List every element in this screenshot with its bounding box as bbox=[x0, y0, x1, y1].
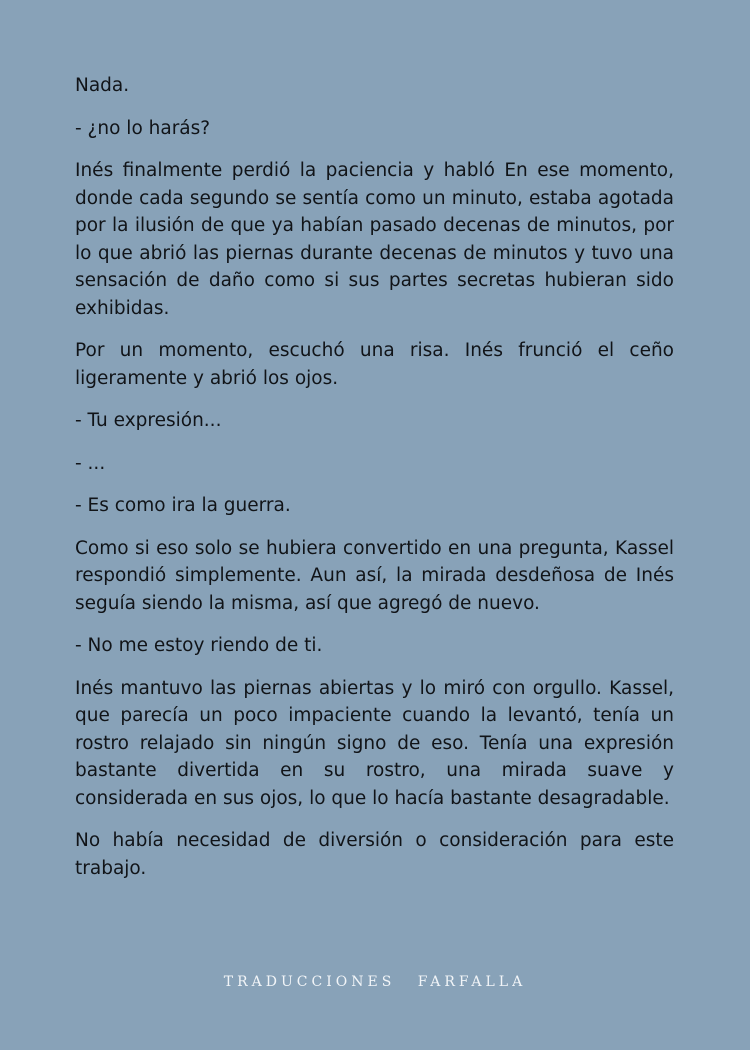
paragraph-10: Inés mantuvo las piernas abiertas y lo miró con orgullo. Kassel, que parecía un poco impaciente cuando la levantó, tenía un rostro relajado sin ningún signo de eso. Tenía una expresión bastante divertida en su rostro, una mirada suave y considerada en sus ojos, lo que lo hacía bastante desagradable. bbox=[75, 677, 674, 809]
paragraph-5: - Tu expresión... bbox=[75, 410, 222, 431]
footer-credit: TRADUCCIONES FARFALLA bbox=[223, 974, 527, 990]
paragraph-2: - ¿no lo harás? bbox=[75, 117, 211, 139]
paragraph-9: - No me estoy riendo de ti. bbox=[75, 635, 323, 656]
paragraph-1: Nada. bbox=[75, 75, 130, 96]
paragraph-8: Como si eso solo se hubiera convertido en una pregunta, Kassel respondió simplemente. Aun así, la mirada desdeñosa de Inés seguía siendo la misma, así que agregó de nuevo. bbox=[75, 537, 674, 614]
paragraph-6: - ... bbox=[75, 452, 106, 474]
paragraph-4: Por un momento, escuchó una risa. Inés frunció el ceño ligeramente y abrió los ojos. bbox=[75, 340, 674, 389]
document-body bbox=[75, 72, 674, 897]
paragraph-3: Inés finalmente perdió la paciencia y habló En ese momento, donde cada segundo se sentía como un minuto, estaba agotada por la ilusión de que ya habían pasado decenas de minutos, por lo que abrió las piernas durante decenas de minutos y tuvo una sensación de daño como si sus partes secretas hubieran sido exhibidas. bbox=[75, 160, 674, 319]
paragraph-7: - Es como ira la guerra. bbox=[75, 495, 291, 516]
paragraph-11: No había necesidad de diversión o consideración para este trabajo. bbox=[75, 830, 674, 879]
